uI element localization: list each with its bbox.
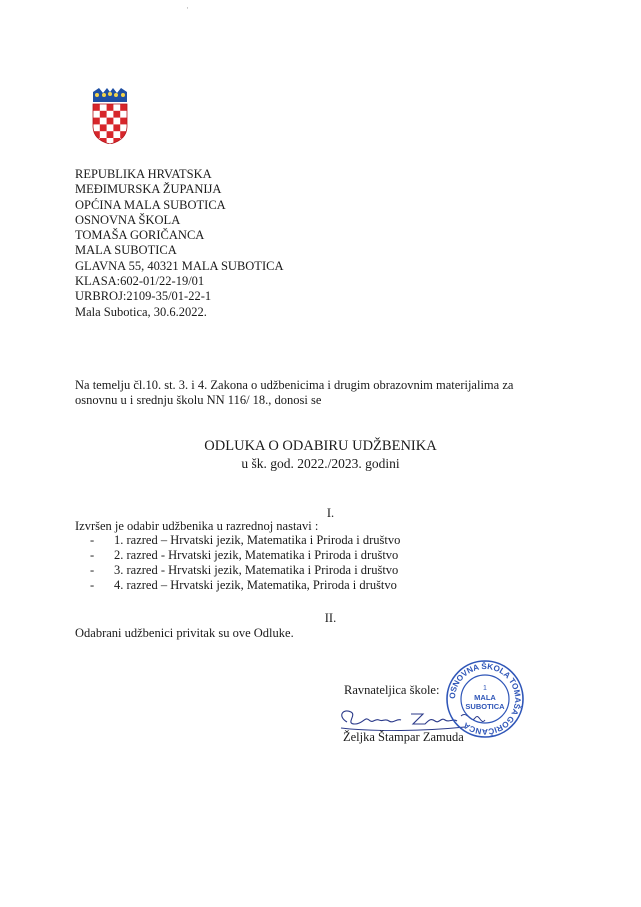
header-line: TOMAŠA GORIČANCA	[75, 228, 205, 243]
stamp-center-line2: SUBOTICA	[465, 702, 505, 711]
title-main: ODLUKA O ODABIRU UDŽBENIKA	[204, 438, 437, 454]
section-2-text: Odabrani udžbenici privitak su ove Odluke.	[75, 626, 294, 640]
header-line: URBROJ:2109-35/01-22-1	[75, 289, 212, 304]
document-title	[0, 437, 641, 473]
list-item-text: 4. razred – Hrvatski jezik, Matematika, Priroda i društvo	[114, 578, 397, 592]
header-line: REPUBLIKA HRVATSKA	[75, 167, 212, 181]
list-item	[90, 548, 400, 563]
signatory-name: Željka Štampar Zamuda	[343, 730, 464, 744]
section-numeral-1: I.	[326, 506, 335, 520]
scan-speck: ·	[186, 3, 189, 13]
checker-square	[113, 124, 120, 131]
textbook-list	[90, 533, 400, 593]
header-line: OSNOVNA ŠKOLA	[75, 212, 181, 227]
stamp-center-line1: MALA	[474, 693, 496, 702]
document-header	[75, 167, 283, 320]
checker-square	[107, 104, 114, 111]
header-line: MALA SUBOTICA	[75, 243, 177, 258]
header-line: KLASA:602-01/22-19/01	[75, 274, 205, 289]
stamp-ring-text: OSNOVNA ŠKOLA TOMAŠA GORIČANCA	[447, 661, 523, 737]
intro-paragraph	[75, 378, 595, 408]
list-dash: -	[90, 548, 95, 562]
list-item-text: 1. razred – Hrvatski jezik, Matematika i Priroda i društvo	[114, 533, 401, 547]
stamp-number: 1	[483, 685, 487, 692]
header-line: MEĐIMURSKA ŽUPANIJA	[75, 182, 222, 197]
list-item	[90, 533, 400, 548]
checker-square	[107, 118, 114, 125]
checker-square	[113, 111, 120, 118]
checker-square	[93, 118, 100, 125]
list-item-text: 2. razred - Hrvatski jezik, Matematika i Priroda i društvo	[114, 548, 399, 562]
intro-line: Na temelju čl.10. st. 3. i 4. Zakona o udžbenicima i drugim obrazovnim materijalima za	[75, 378, 514, 392]
coat-of-arms-icon	[92, 88, 128, 144]
list-item	[90, 563, 400, 578]
checker-square	[120, 118, 127, 125]
checker-square	[107, 131, 114, 138]
section-numeral-2: II.	[324, 611, 337, 625]
school-stamp	[445, 659, 525, 739]
header-line: Mala Subotica, 30.6.2022.	[75, 304, 207, 319]
intro-line: osnovnu u i srednju školu NN 116/ 18., donosi se	[75, 393, 322, 407]
title-sub: u šk. god. 2022./2023. godini	[241, 456, 400, 471]
crown-icon	[93, 88, 127, 102]
section-1-lead: Izvršen je odabir udžbenika u razrednoj nastavi :	[75, 519, 319, 533]
list-item-text: 3. razred - Hrvatski jezik, Matematika i Priroda i društvo	[114, 563, 399, 577]
checker-square	[100, 111, 107, 118]
signature-label: Ravnateljica škole:	[344, 683, 440, 697]
header-line: GLAVNA 55, 40321 MALA SUBOTICA	[75, 258, 284, 273]
header-line: OPĆINA MALA SUBOTICA	[75, 197, 226, 212]
checker-square	[100, 124, 107, 131]
checker-square	[120, 104, 127, 111]
list-dash: -	[90, 533, 95, 547]
list-dash: -	[90, 578, 95, 592]
list-dash: -	[90, 563, 95, 577]
list-item	[90, 578, 400, 593]
checker-square	[93, 104, 100, 111]
